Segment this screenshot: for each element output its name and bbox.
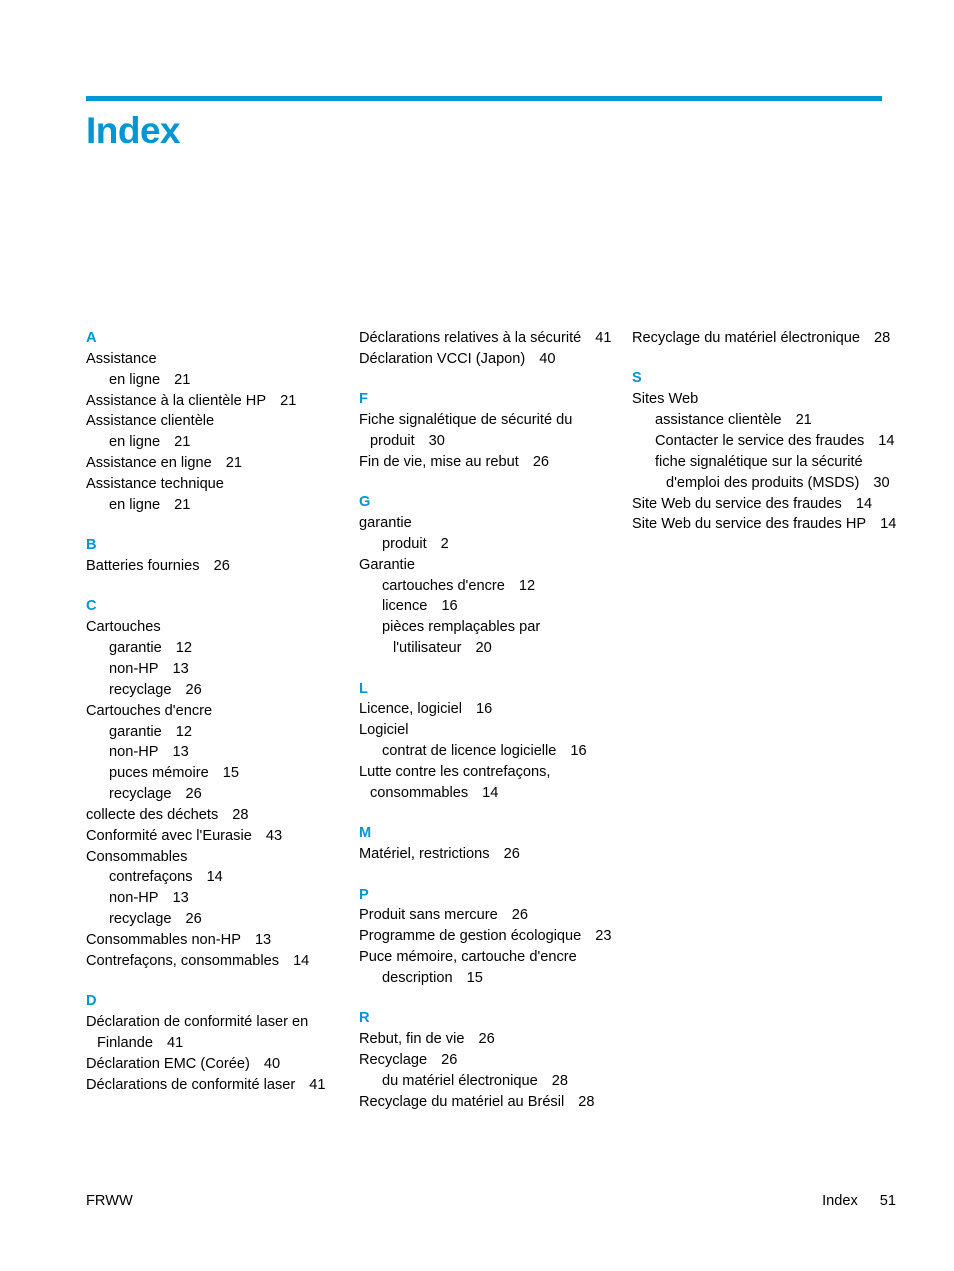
entry-term: Consommables non-HP xyxy=(86,931,241,948)
entry-page-link[interactable]: 16 xyxy=(476,701,493,718)
entry-term: Site Web du service des fraudes HP xyxy=(632,516,867,533)
footer-right xyxy=(822,1193,896,1209)
index-subentry xyxy=(359,576,624,597)
entry-term: Produit sans mercure xyxy=(359,907,498,924)
index-entry xyxy=(86,617,351,638)
entry-page-link[interactable]: 15 xyxy=(222,765,239,782)
index-subentry xyxy=(632,410,897,431)
index-entry xyxy=(86,1075,351,1096)
footer-page-number: 51 xyxy=(879,1193,896,1209)
index-letter-heading: D xyxy=(86,993,97,1010)
index-group xyxy=(359,389,624,472)
entry-term: Site Web du service des fraudes xyxy=(632,495,842,512)
entry-term: Déclaration EMC (Corée) xyxy=(86,1055,250,1072)
index-entry xyxy=(359,762,624,804)
index-entry xyxy=(86,474,351,495)
entry-term: Fin de vie, mise au rebut xyxy=(359,453,519,470)
entry-term: en ligne xyxy=(109,371,161,388)
index-subentry xyxy=(359,741,624,762)
index-entry xyxy=(86,556,351,577)
entry-page-link[interactable]: 28 xyxy=(873,330,891,346)
index-subentry xyxy=(632,452,897,494)
index-subentry xyxy=(86,909,351,930)
entry-page-link[interactable]: 41 xyxy=(595,330,612,346)
index-entry xyxy=(359,328,624,349)
index-subentry xyxy=(359,596,624,617)
index-entry xyxy=(86,930,351,951)
entry-term: recyclage xyxy=(109,911,172,928)
index-subentry xyxy=(86,370,351,391)
index-letter-heading: A xyxy=(86,330,97,346)
entry-term: Recyclage du matériel électronique xyxy=(632,330,860,346)
entry-term: Batteries fournies xyxy=(86,558,200,575)
index-column-2 xyxy=(359,328,624,1113)
entry-term: Rebut, fin de vie xyxy=(359,1031,465,1048)
entry-page-link[interactable]: 30 xyxy=(428,432,445,449)
entry-page-link[interactable]: 26 xyxy=(185,786,202,803)
index-entry xyxy=(86,1012,351,1054)
entry-page-link[interactable]: 14 xyxy=(880,516,897,533)
entry-term: Déclaration VCCI (Japon) xyxy=(359,350,526,367)
entry-page-link[interactable]: 2 xyxy=(440,535,449,552)
entry-page-link[interactable]: 20 xyxy=(475,640,492,657)
entry-page-link[interactable]: 43 xyxy=(265,827,283,844)
index-group xyxy=(359,1008,624,1112)
entry-term: Déclarations relatives à la sécurité xyxy=(359,330,582,346)
index-entry xyxy=(359,349,624,370)
index-subentry xyxy=(359,1071,624,1092)
entry-term: assistance clientèle xyxy=(655,412,782,429)
entry-page-link[interactable]: 13 xyxy=(172,661,189,677)
entry-term: garantie xyxy=(109,640,162,657)
entry-term: Assistance à la clientèle HP xyxy=(86,392,267,409)
index-letter-heading: F xyxy=(359,391,368,408)
index-subentry xyxy=(86,867,351,888)
entry-page-link[interactable]: 21 xyxy=(280,392,297,409)
index-group xyxy=(86,535,351,577)
index-entry xyxy=(359,926,624,947)
index-entry xyxy=(86,349,351,370)
entry-term: licence xyxy=(382,598,428,615)
index-entry xyxy=(86,826,351,847)
entry-page-link[interactable]: 21 xyxy=(174,496,191,513)
entry-term: Lutte contre les contrefaçons, consommables xyxy=(359,763,551,801)
footer-section-label: Index xyxy=(822,1193,858,1209)
index-letter-heading: M xyxy=(359,825,372,842)
footer-left: FRWW xyxy=(86,1193,133,1209)
index-entry xyxy=(86,805,351,826)
entry-page-link[interactable]: 26 xyxy=(532,453,550,470)
entry-term: non-HP xyxy=(109,890,159,907)
index-group xyxy=(359,679,624,804)
entry-page-link[interactable]: 12 xyxy=(518,577,536,594)
index-entry xyxy=(632,494,897,515)
index-group xyxy=(86,596,351,971)
index-column-3 xyxy=(632,328,897,535)
index-entry xyxy=(632,328,897,349)
entry-term: non-HP xyxy=(109,744,159,761)
entry-term: fiche signalétique sur la sécurité d'emploi des produits (MSDS) xyxy=(655,453,863,491)
index-subentry xyxy=(86,742,351,763)
entry-page-link[interactable]: 16 xyxy=(570,743,587,760)
index-letter-heading: P xyxy=(359,886,369,903)
entry-page-link[interactable]: 15 xyxy=(466,969,483,986)
entry-page-link[interactable]: 26 xyxy=(213,558,230,575)
entry-term: produit xyxy=(382,535,427,552)
entry-page-link[interactable]: 13 xyxy=(172,890,189,907)
entry-page-link[interactable]: 26 xyxy=(441,1052,458,1069)
entry-page-link[interactable]: 14 xyxy=(878,432,895,449)
index-entry xyxy=(359,720,624,741)
entry-term: en ligne xyxy=(109,434,161,451)
entry-term: Recyclage du matériel au Brésil xyxy=(359,1093,565,1110)
index-subentry xyxy=(86,495,351,516)
entry-page-link[interactable]: 13 xyxy=(172,744,189,761)
index-entry xyxy=(359,947,624,968)
entry-page-link[interactable]: 26 xyxy=(478,1031,495,1048)
index-entry xyxy=(86,453,351,474)
entry-term: Garantie xyxy=(359,556,415,573)
entry-term: Puce mémoire, cartouche d'encre xyxy=(359,949,577,966)
entry-term: Déclarations de conformité laser xyxy=(86,1076,296,1093)
entry-term: Assistance xyxy=(86,350,157,367)
index-entry xyxy=(359,555,624,576)
entry-term: contrat de licence logicielle xyxy=(382,743,557,760)
entry-term: Assistance technique xyxy=(86,475,224,492)
index-group xyxy=(359,823,624,865)
entry-page-link[interactable]: 21 xyxy=(795,412,812,429)
index-entry xyxy=(86,847,351,868)
index-subentry xyxy=(359,534,624,555)
index-letter-heading: G xyxy=(359,494,371,511)
index-letter-heading: R xyxy=(359,1010,370,1027)
entry-page-link[interactable]: 21 xyxy=(225,455,242,472)
index-subentry xyxy=(86,432,351,453)
index-subentry xyxy=(632,431,897,452)
index-entry xyxy=(86,1054,351,1075)
index-entry xyxy=(359,905,624,926)
entry-page-link[interactable]: 28 xyxy=(232,806,249,823)
entry-term: pièces remplaçables par l'utilisateur xyxy=(382,619,541,657)
entry-term: recyclage xyxy=(109,786,172,803)
entry-term: Fiche signalétique de sécurité du produit xyxy=(359,412,573,449)
index-entry xyxy=(359,1029,624,1050)
index-group xyxy=(86,991,351,1095)
entry-term: garantie xyxy=(109,723,162,740)
entry-page-link[interactable]: 14 xyxy=(482,784,499,801)
index-entry xyxy=(359,410,624,452)
index-group xyxy=(632,368,897,535)
entry-term: du matériel électronique xyxy=(382,1072,538,1089)
index-subentry xyxy=(86,638,351,659)
entry-page-link[interactable]: 28 xyxy=(578,1093,595,1110)
entry-term: Conformité avec l'Eurasie xyxy=(86,827,252,844)
index-entry xyxy=(632,514,897,535)
entry-page-link[interactable]: 26 xyxy=(511,907,528,924)
index-subentry xyxy=(86,784,351,805)
entry-page-link[interactable]: 23 xyxy=(595,928,612,945)
entry-term: Assistance en ligne xyxy=(86,455,212,472)
index-entry xyxy=(359,699,624,720)
entry-term: contrefaçons xyxy=(109,869,193,886)
entry-term: Programme de gestion écologique xyxy=(359,928,582,945)
entry-term: Logiciel xyxy=(359,722,409,739)
index-entry xyxy=(86,411,351,432)
title-rule xyxy=(86,96,882,101)
index-group xyxy=(359,328,624,370)
entry-page-link[interactable]: 40 xyxy=(539,350,556,367)
entry-term: Contacter le service des fraudes xyxy=(655,432,865,449)
index-group xyxy=(359,885,624,989)
entry-term: Matériel, restrictions xyxy=(359,846,490,863)
entry-page-link[interactable]: 26 xyxy=(185,681,202,698)
entry-page-link[interactable]: 40 xyxy=(263,1055,281,1072)
entry-term: Contrefaçons, consommables xyxy=(86,952,280,969)
entry-page-link[interactable]: 14 xyxy=(293,952,310,969)
index-group xyxy=(86,328,351,516)
entry-page-link[interactable]: 12 xyxy=(175,640,192,657)
page-title: Index xyxy=(86,110,181,151)
index-letter-heading: C xyxy=(86,598,97,615)
index-subentry xyxy=(359,617,624,659)
entry-page-link[interactable]: 14 xyxy=(206,869,223,886)
entry-term: puces mémoire xyxy=(109,765,209,782)
index-group xyxy=(632,328,897,349)
index-entry xyxy=(86,701,351,722)
index-group xyxy=(359,492,624,659)
entry-term: description xyxy=(382,969,453,986)
index-subentry xyxy=(86,722,351,743)
index-letter-heading: B xyxy=(86,537,97,554)
entry-term: Licence, logiciel xyxy=(359,701,463,718)
entry-term: collecte des déchets xyxy=(86,806,219,823)
entry-page-link[interactable]: 26 xyxy=(185,911,202,928)
entry-page-link[interactable]: 41 xyxy=(166,1034,184,1051)
entry-page-link[interactable]: 13 xyxy=(254,931,272,948)
entry-page-link[interactable]: 28 xyxy=(551,1072,568,1089)
entry-term: en ligne xyxy=(109,496,161,513)
entry-page-link[interactable]: 12 xyxy=(175,723,192,740)
index-letter-heading: S xyxy=(632,370,642,387)
index-entry xyxy=(86,951,351,972)
index-subentry xyxy=(86,680,351,701)
index-entry xyxy=(359,844,624,865)
entry-term: Déclaration de conformité laser en Finlande xyxy=(86,1014,309,1051)
entry-page-link[interactable]: 41 xyxy=(309,1076,326,1093)
entry-term: Assistance clientèle xyxy=(86,413,215,430)
entry-page-link[interactable]: 16 xyxy=(441,598,458,615)
index-entry xyxy=(359,1050,624,1071)
entry-term: recyclage xyxy=(109,681,172,698)
entry-term: Sites Web xyxy=(632,391,699,408)
index-subentry xyxy=(86,659,351,680)
entry-term: non-HP xyxy=(109,661,159,677)
entry-term: Consommables xyxy=(86,848,188,865)
index-entry xyxy=(86,391,351,412)
index-entry xyxy=(632,389,897,410)
index-entry xyxy=(359,513,624,534)
entry-page-link[interactable]: 14 xyxy=(855,495,873,512)
index-entry xyxy=(359,1092,624,1113)
index-column-1 xyxy=(86,328,351,1095)
entry-term: cartouches d'encre xyxy=(382,577,505,594)
entry-term: garantie xyxy=(359,515,412,532)
entry-term: Cartouches xyxy=(86,619,161,636)
index-subentry xyxy=(359,968,624,989)
entry-term: Cartouches d'encre xyxy=(86,702,213,719)
index-letter-heading: L xyxy=(359,680,368,697)
entry-page-link[interactable]: 21 xyxy=(174,434,191,451)
index-entry xyxy=(359,452,624,473)
index-subentry xyxy=(86,888,351,909)
index-subentry xyxy=(86,763,351,784)
entry-page-link[interactable]: 26 xyxy=(503,846,520,863)
entry-page-link[interactable]: 30 xyxy=(873,474,890,491)
entry-page-link[interactable]: 21 xyxy=(174,371,191,388)
entry-term: Recyclage xyxy=(359,1052,428,1069)
